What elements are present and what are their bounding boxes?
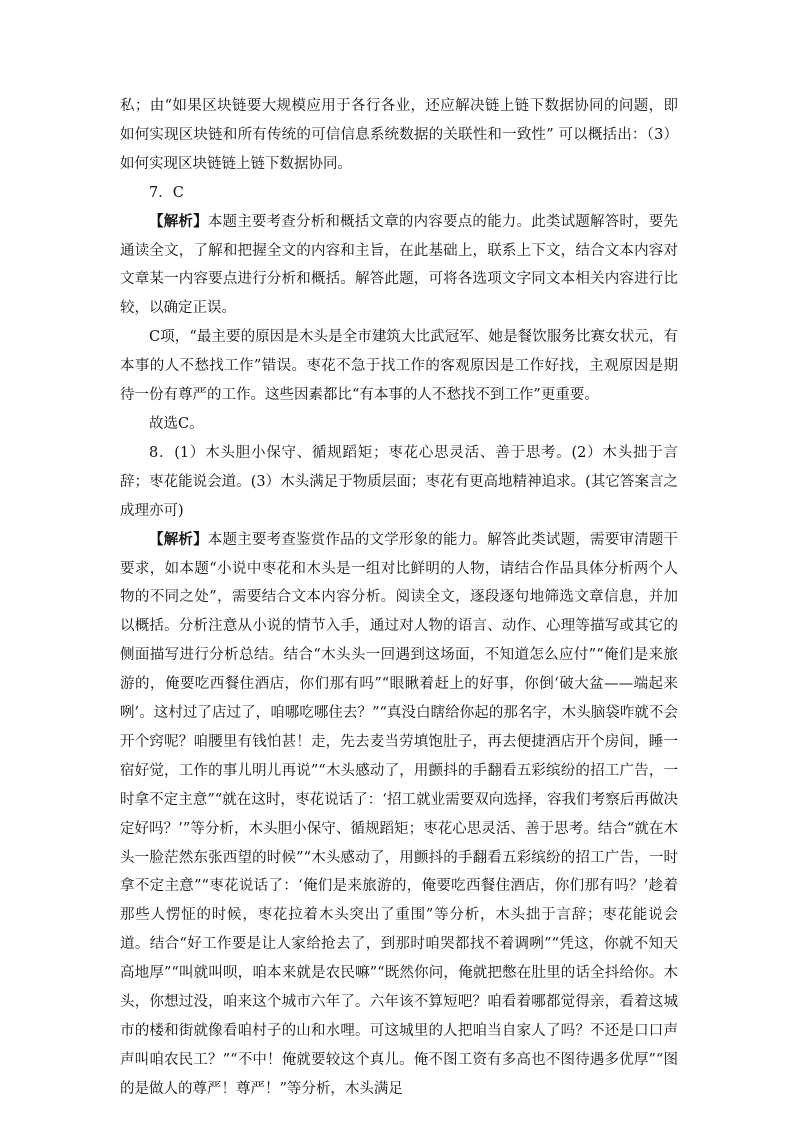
analysis-8-label: 【解析】 xyxy=(149,530,208,548)
choose-c-paragraph xyxy=(120,410,678,439)
option-c-paragraph xyxy=(120,323,678,410)
analysis-7-text: 本题主要考查分析和概括文章的内容要点的能力。此类试题解答时，要先通读全文，了解和把握全文的内容和主旨，在此基础上，联系上下文，结合文本内容对文章某一内容要点进行分析和概括。解答此题，可将各选项文字同文本相关内容进行比较，以确定正误。 xyxy=(120,213,679,317)
option-c-text: C项，“最主要的原因是木头是全市建筑大比武冠军、她是餐饮服务比赛女状元，有本事的人不愁找工作”错误。枣花不急于找工作的客观原因是工作好找，主观原因是期待一份有尊严的工作。这些因素都比“有本事的人不愁找不到工作”更重要。 xyxy=(120,329,678,404)
paragraph-1 xyxy=(120,92,678,179)
analysis-8-paragraph xyxy=(120,526,678,1104)
answer-7-heading xyxy=(120,179,678,208)
paragraph-1-text: 私；由“如果区块链要大规模应用于各行各业，还应解决链上链下数据协同的问题，即如何实现区块链和所有传统的可信信息系统数据的关联性和一致性” 可以概括出：（3）如何实现区块链链上链下数据协同。 xyxy=(120,98,678,172)
choose-c-text: 故选C。 xyxy=(149,415,204,432)
answer-8-paragraph xyxy=(120,439,678,526)
answer-7-text: 7．C xyxy=(149,184,184,201)
analysis-8-text: 本题主要考查鉴赏作品的文学形象的能力。解答此类试题，需要审清题干要求，如本题“小说中枣花和木头是一组对比鲜明的人物，请结合作品具体分析两个人物的不同之处”，需要结合文本内容分析。阅读全文，逐段逐句地筛选文章信息，并加以概括。分析注意从小说的情节入手，通过对人物的语言、动作、心理等描写或其它的侧面描写进行分析总结。结合“木头头一回遇到这场面，不知道怎么应付”“俺们是来旅游的，俺要吃西餐住酒店，你们那有吗”“眼瞅着赶上的好事，你倒‘破大盆——端起来咧’。这村过了店过了，咱哪吃哪住去？”“真没白瞎给你起的那名字，木头脑袋咋就不会开个窍呢？咱腰里有钱怕甚！走，先去麦当劳填饱肚子，再去便捷酒店开个房间，睡一宿好觉，工作的事儿明儿再说”“木头感动了，用颤抖的手翻看五彩缤纷的招工广告，一时拿不定主意”“就在这时，枣花说话了：‘招工就业需要双向选择，容我们考察后再做决定好吗？’”等分析，木头胆小保守、循规蹈矩；枣花心思灵活、善于思考。结合“就在木头一脸茫然东张西望的时候”“木头感动了，用颤抖的手翻看五彩缤纷的招工广告，一时拿不定主意”“枣花说话了：‘俺们是来旅游的，俺要吃西餐住酒店，你们那有吗？’趁着那些人愣怔的时候，枣花拉着木头突出了重围”等分析，木头拙于言辞；枣花能说会道。结合“好工作要是让人家给抢去了，到那时咱哭都找不着调咧”“凭这，你就不知天高地厚”“叫就叫呗，咱本来就是农民嘛”“既然你问，俺就把憋在肚里的话全抖给你。木头，你想过没，咱来这个城市六年了。六年该不算短吧？咱看着哪都觉得亲，看着这城市的楼和街就像看咱村子的山和水哩。可这城里的人把咱当自家人了吗？不还是口口声声叫咱农民工？”“不中！俺就要较这个真儿。俺不图工资有多高也不图待遇多优厚”“图的是做人的尊严！尊严！”等分析，木头满足 xyxy=(120,531,679,1097)
analysis-7-label: 【解析】 xyxy=(149,212,208,230)
analysis-7-paragraph xyxy=(120,208,678,324)
answer-analysis-text xyxy=(120,92,678,1104)
answer-8-text: 8．(1）木头胆小保守、循规蹈矩；枣花心思灵活、善于思考。(2）木头拙于言辞；枣花能说会道。(3）木头满足于物质层面；枣花有更高地精神追求。(其它答案言之成理亦可) xyxy=(120,444,678,519)
